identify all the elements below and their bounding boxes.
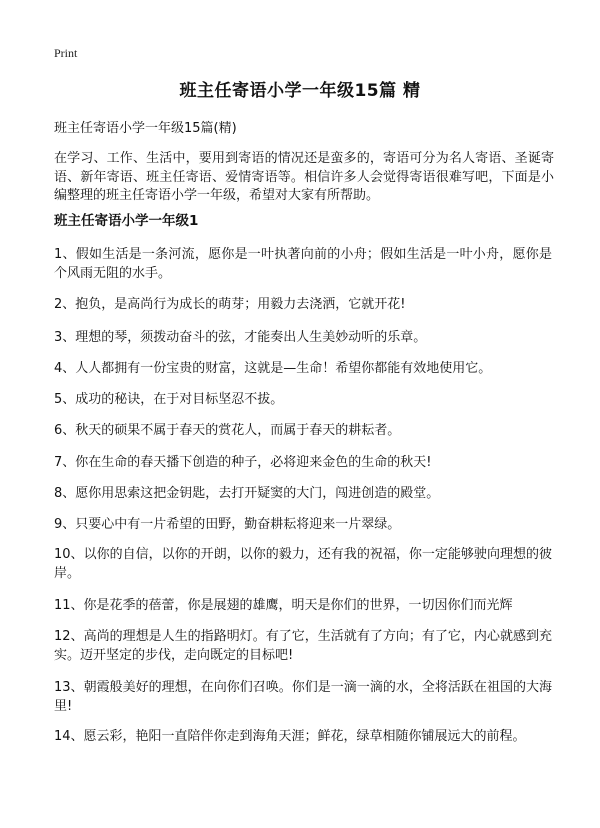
document-title: 班主任寄语小学一年级15篇 精 — [179, 81, 421, 101]
list-item: 11、你是花季的蓓蕾，你是展翅的雄鹰，明天是你们的世界，一切因你们而光辉 — [54, 598, 513, 613]
list-item: 3、理想的琴，须拨动奋斗的弦，才能奏出人生美妙动听的乐章。 — [54, 330, 427, 345]
list-item: 10、以你的自信，以你的开朗，以你的毅力，还有我的祝福，你一定能够驶向理想的彼岸。 — [54, 547, 552, 581]
list-item: 8、愿你用思索这把金钥匙，去打开疑窦的大门，闯进创造的殿堂。 — [54, 486, 440, 501]
list-item: 5、成功的秘诀，在于对目标坚忍不拔。 — [54, 392, 284, 407]
section-heading: 班主任寄语小学一年级1 — [54, 213, 199, 229]
list-item: 14、愿云彩，艳阳一直陪伴你走到海角天涯；鲜花，绿草相随你铺展远大的前程。 — [54, 729, 526, 744]
list-item: 13、朝霞般美好的理想，在向你们召唤。你们是一滴一滴的水，全将活跃在祖国的大海里! — [54, 680, 552, 714]
intro-paragraph: 在学习、工作、生活中，要用到寄语的情况还是蛮多的，寄语可分为名人寄语、圣诞寄语、新年寄语、班主任寄语、爱情寄语等。相信许多人会觉得寄语很难写吧，下面是小编整理的班主任寄语小学一年级，希望对大家有所帮助。 — [54, 151, 554, 203]
list-item: 4、人人都拥有一份宝贵的财富，这就是—生命！希望你都能有效地使用它。 — [54, 361, 492, 376]
list-item: 7、你在生命的春天播下创造的种子，必将迎来金色的生命的秋天! — [54, 455, 432, 470]
document-subtitle: 班主任寄语小学一年级15篇(精) — [54, 121, 237, 136]
list-item: 1、假如生活是一条河流，愿你是一叶执著向前的小舟；假如生活是一叶小舟，愿你是个风雨无阻的水手。 — [54, 247, 552, 281]
list-item: 12、高尚的理想是人生的指路明灯。有了它，生活就有了方向；有了它，内心就感到充实。迈开坚定的步伐，走向既定的目标吧! — [54, 629, 552, 663]
list-item: 9、只要心中有一片希望的田野，勤奋耕耘将迎来一片翠绿。 — [54, 517, 401, 532]
list-item: 6、秋天的硕果不属于春天的赏花人，而属于春天的耕耘者。 — [54, 423, 401, 438]
print-label: Print — [54, 46, 78, 60]
list-item: 2、抱负，是高尚行为成长的萌芽；用毅力去浇洒，它就开花! — [54, 297, 406, 312]
